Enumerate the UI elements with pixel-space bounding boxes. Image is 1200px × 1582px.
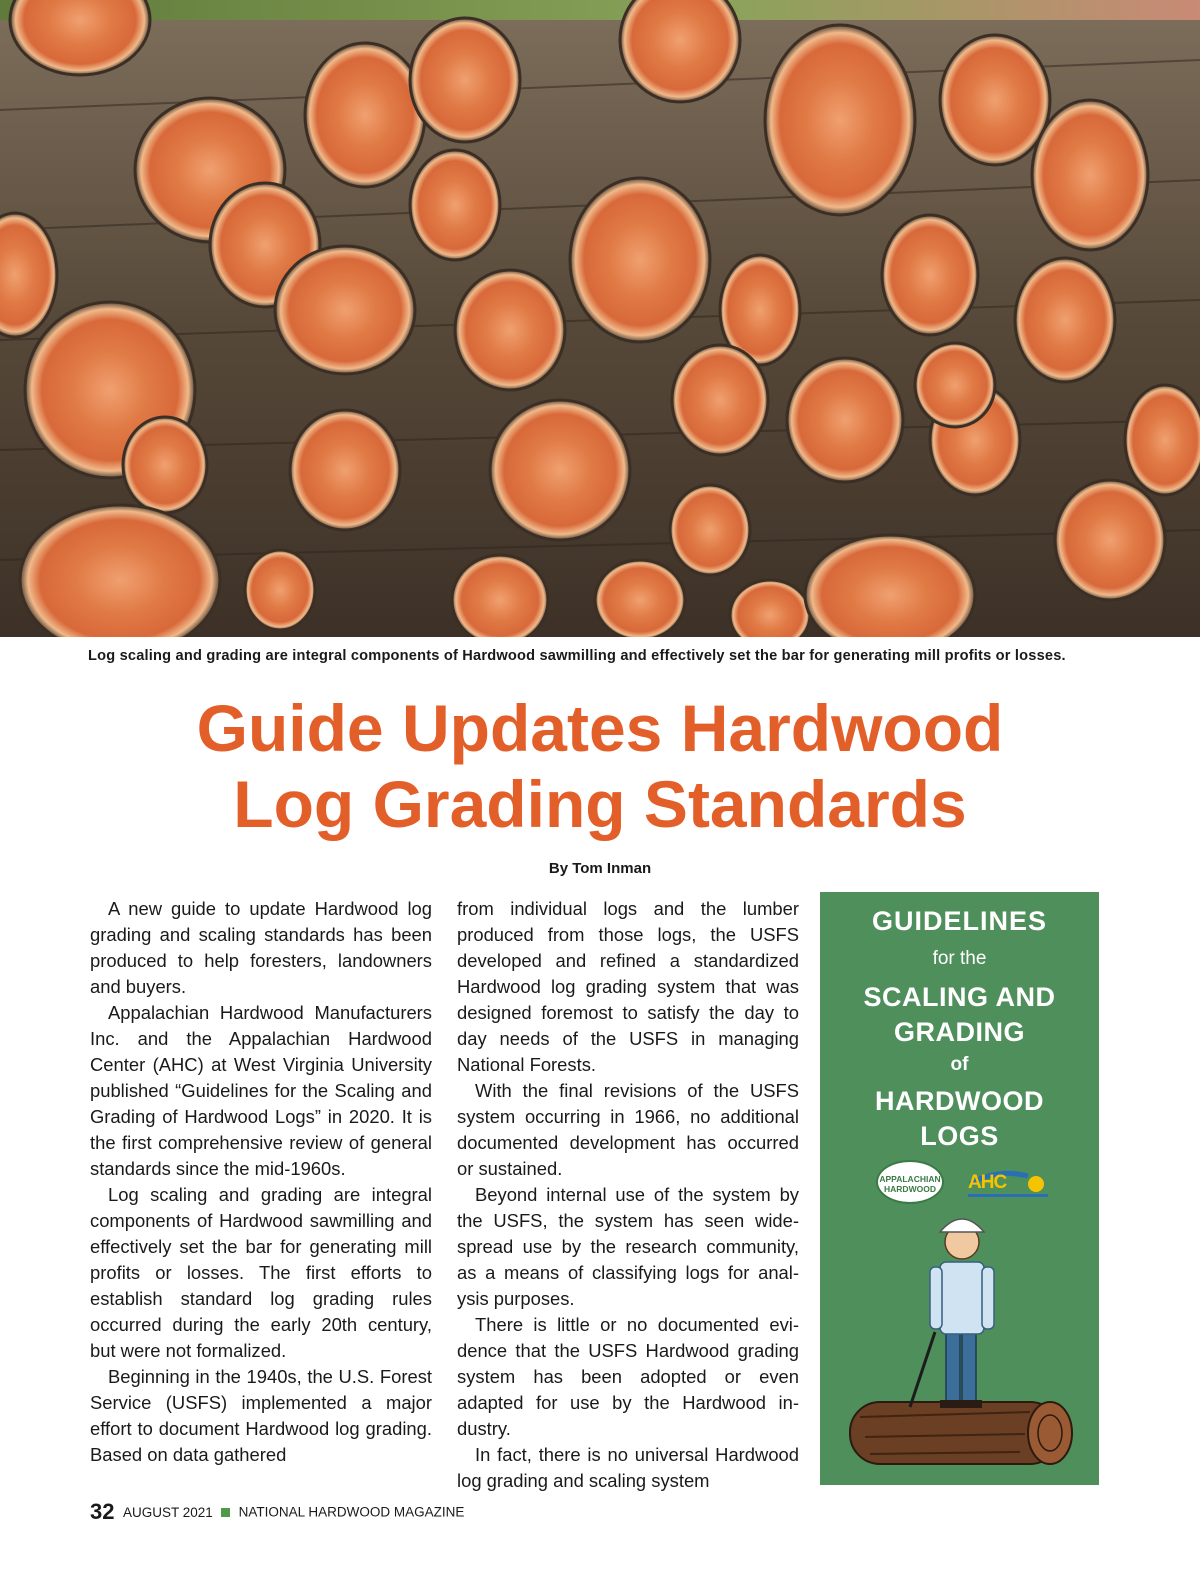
log-pile-illustration [0,0,1200,637]
paragraph: Beginning in the 1940s, the U.S. Forest Service (USFS) implemented a major effort to document Hardwood log grading. Based on data gathered [90,1366,432,1465]
cover-title-of: of [950,1054,969,1075]
paragraph: In fact, there is no universal Hardwood log grading and scaling system [457,1444,799,1491]
paragraph-continued: from individual logs and the lumber produced from those logs, the USFS developed and refined a standardized Hardwood log grading system that was designed foremost to satisfy the day to day needs of the USFS in managing National Forests. [457,898,799,1075]
forester-on-log-illustration [840,1212,1080,1482]
cover-title-scaling-grading: SCALING AND GRADING [863,982,1056,1047]
guide-cover-image [820,892,1099,1485]
headline-line-2: Log Grading Standards [233,767,967,841]
paragraph: There is little or no documented evidence that the USFS Hardwood grading system has been adopted or even adapted for use by the Hardwood industry. [457,1314,799,1439]
cover-title-for-the: for the [932,948,987,969]
article-column-2 [457,896,799,1494]
hero-photo-log-pile [0,0,1200,637]
ahc-logo: AHC [966,1166,1052,1200]
paragraph: With the final revisions of the USFS system occurring in 1966, no additional documented development has occurred or sustained. [457,1080,799,1179]
issue-date: AUGUST 2021 [122,1504,213,1520]
photo-caption: Log scaling and grading are integral components of Hardwood sawmilling and effectively set the bar for generating mill profits or losses. [88,648,1066,664]
footer-square-icon [221,1508,230,1517]
page-number: 32 [90,1499,115,1524]
headline-line-1: Guide Updates Hardwood [196,691,1004,765]
paragraph: A new guide to update Hardwood log grading and scaling standards has been produced to help foresters, landowners and buyers. [90,898,432,997]
cover-title-guidelines: GUIDELINES [871,906,1048,936]
paragraph: Log scaling and grading are integral components of Hardwood sawmilling and effectively set the bar for generating mill profits or losses. The first efforts to establish standard log grading rules occurred during the early 20th century, but were not formalized. [90,1184,432,1361]
publication-name: NATIONAL HARDWOOD MAGAZINE [238,1504,465,1520]
appalachian-hardwood-logo: APPALACHIAN HARDWOOD [876,1160,944,1204]
article-column-1 [90,896,432,1468]
page-footer [90,1499,464,1529]
article-headline [0,690,1200,842]
paragraph: Appalachian Hardwood Manufacturers Inc. and the Appalachian Hardwood Center (AHC) at West Virginia University published “Guidelines for the Scaling and Grading of Hardwood Logs” in 2020. It is the first comprehensive review of general standards since the mid-1960s. [90,1002,432,1179]
byline: By Tom Inman [548,860,652,877]
paragraph: Beyond internal use of the system by the USFS, the system has seen widespread use by the research community, as a means of classifying logs for analysis purposes. [457,1184,799,1309]
cover-title-hardwood-logs: HARDWOOD LOGS [875,1086,1044,1151]
